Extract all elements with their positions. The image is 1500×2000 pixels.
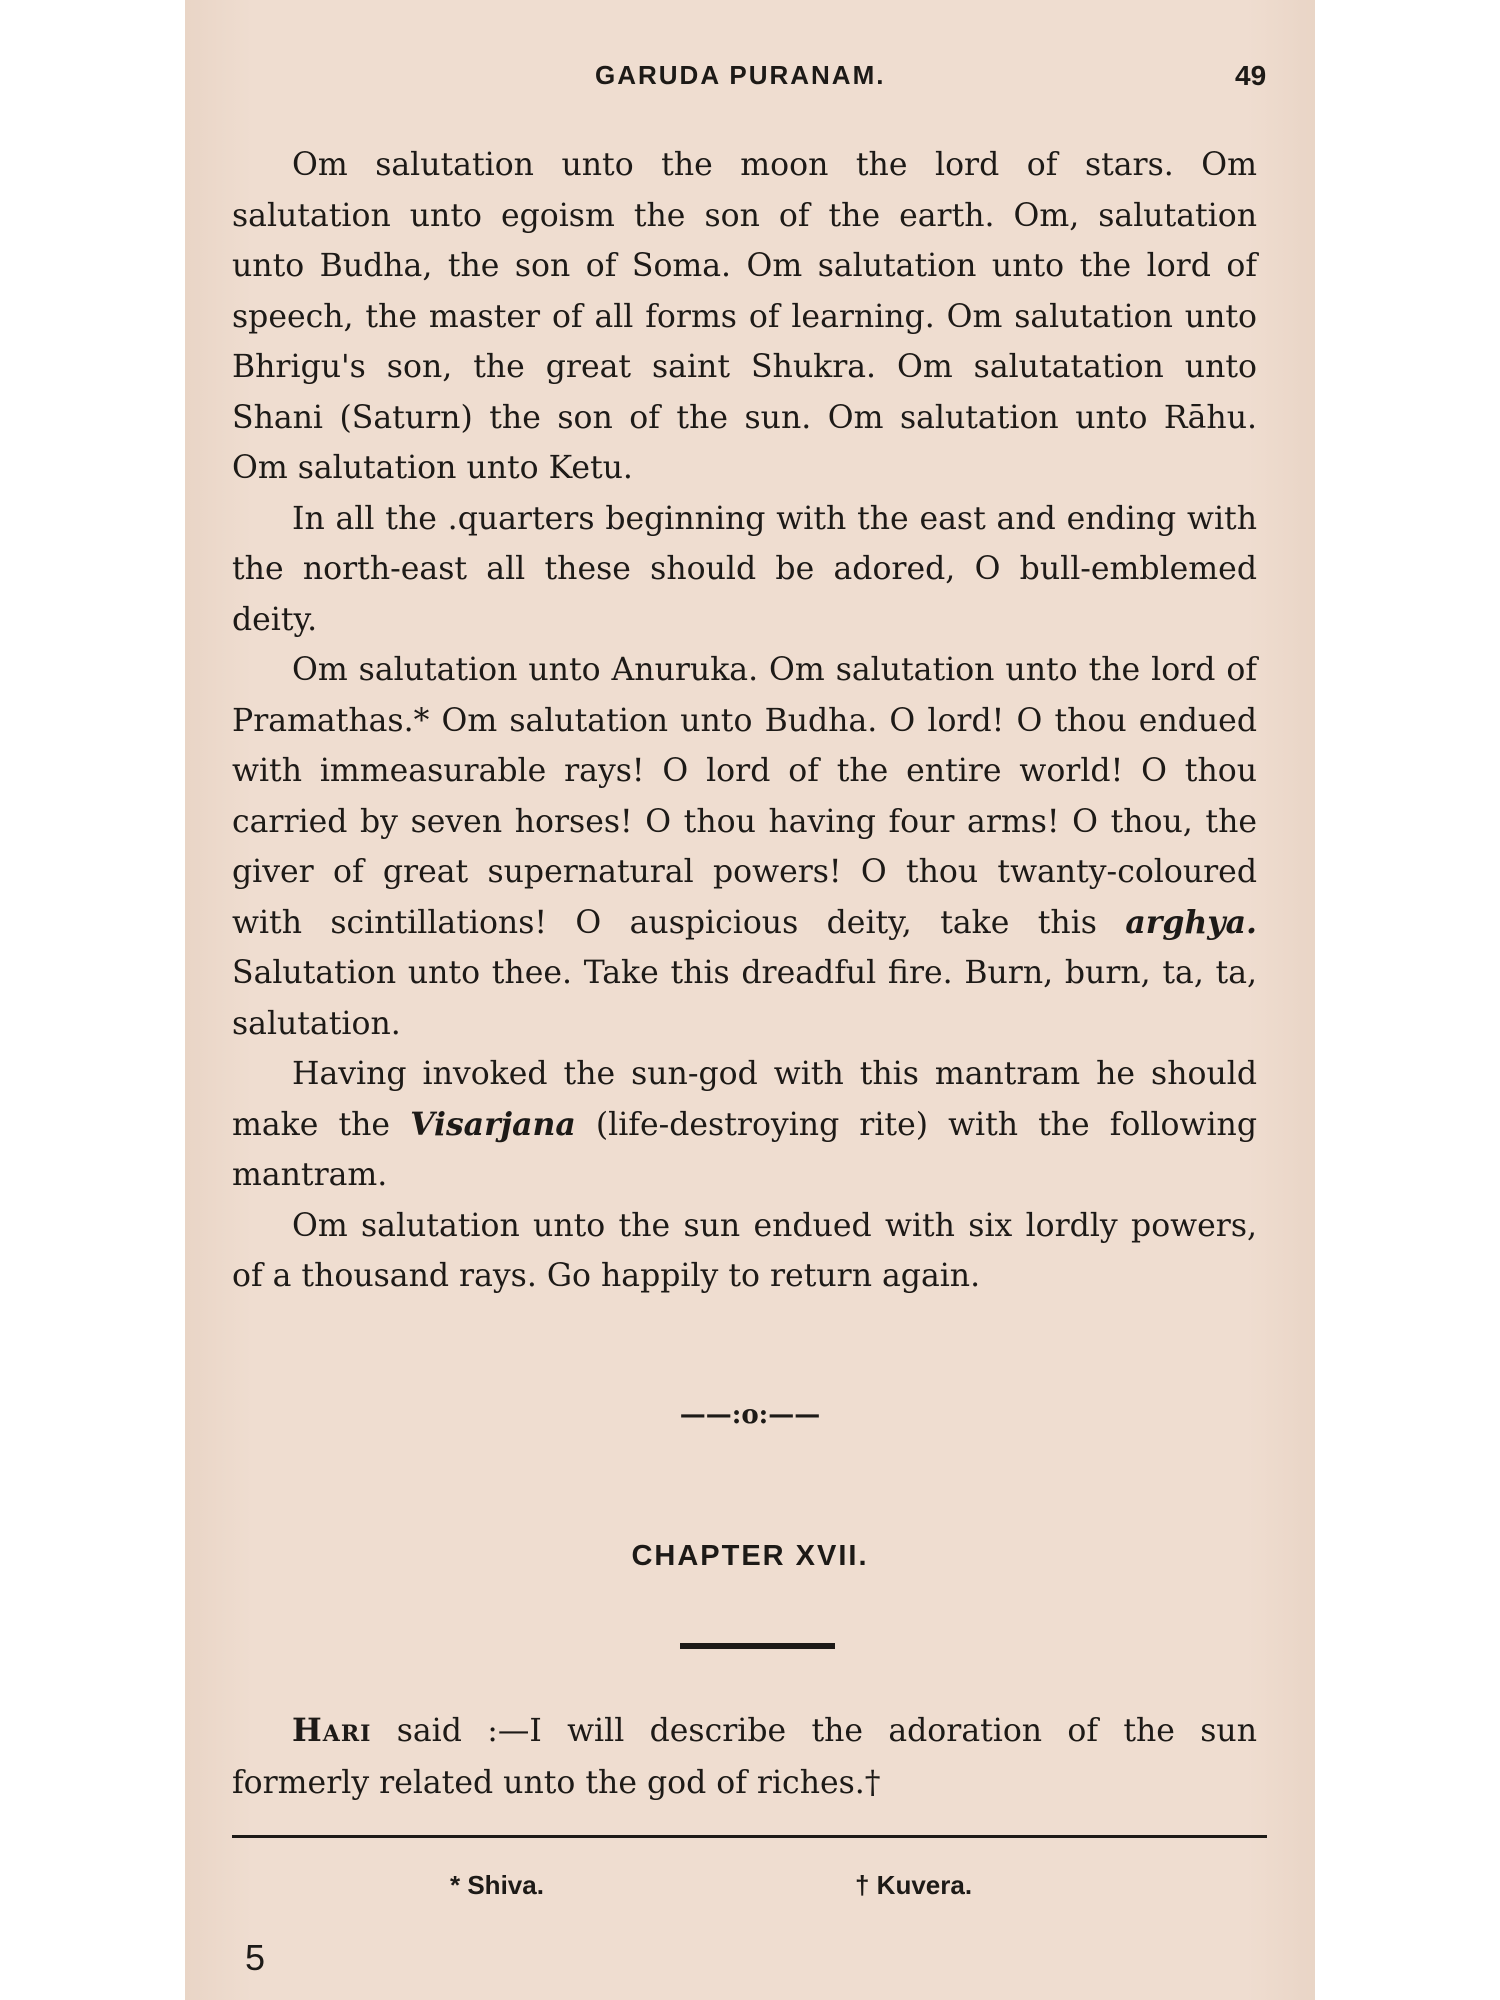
paragraph-4 [232,1049,1257,1201]
chapter-text [232,1705,1257,1809]
book-page [185,0,1315,2000]
chapter-paragraph-text: said :—I will describe the adoration of the sun formerly related unto the god of riches.† [232,1713,1257,1801]
paragraph-3-text: Om salutation unto Anuruka. Om salutation unto the lord of Pramathas.* Om salutation unto Budha. O lord! O thou endued with immeasurable rays! O lord of the entire world! O thou carried by seven horses! O thou having four arms! O thou, the giver of great supernatural powers! O thou twanty-coloured with scintillations! O auspicious deity, take this [232,652,1257,941]
paragraph-4-text: Having invoked the sun-god with this mantram he should make the [232,1056,1257,1143]
footnotes [185,1870,1315,1910]
chapter-title: CHAPTER XVII. [631,1540,869,1572]
paragraph-3-text-end: Salutation unto thee. Take this dreadful fire. Burn, burn, ta, ta, salutation. [232,955,1257,1042]
body-text [232,140,1257,1302]
footnote-rule [232,1835,1267,1838]
arghya-term: arghya. [1125,903,1257,941]
paragraph-4-text-end: (life-destroying rite) with the following mantram. [232,1106,1257,1193]
chapter-rule [680,1643,835,1649]
paragraph-3 [232,645,1257,1049]
footnote-kuvera: † Kuvera. [855,1870,973,1900]
page-number: 49 [1235,60,1267,91]
footnote-shiva: * Shiva. [450,1870,544,1900]
paragraph-2: In all the .quarters beginning with the east and ending with the north-east all these should be adored, O bull-emblemed deity. [232,500,1257,638]
signature-mark: 5 [245,1937,266,1978]
running-head [185,60,1315,96]
paragraph-1: Om salutation unto the moon the lord of stars. Om salutation unto egoism the son of the earth. Om, salutation unto Budha, the son of Soma. Om salutation unto the lord of speech, the master of all forms of learning. Om salutation unto Bhrigu's son, the great saint Shukra. Om salutatation unto Shani (Saturn) the son of the sun. Om salutation unto Rāhu. Om salutation unto Ketu. [232,147,1257,486]
section-ornament: ——:o:—— [679,1400,821,1430]
visarjana-term: Visarjana [410,1105,576,1143]
running-title: GARUDA PURANAM. [595,60,886,90]
speaker-name: Hari [292,1712,372,1749]
chapter-paragraph [232,1705,1257,1809]
paragraph-5: Om salutation unto the sun endued with six lordly powers, of a thousand rays. Go happily to return again. [232,1207,1257,1294]
